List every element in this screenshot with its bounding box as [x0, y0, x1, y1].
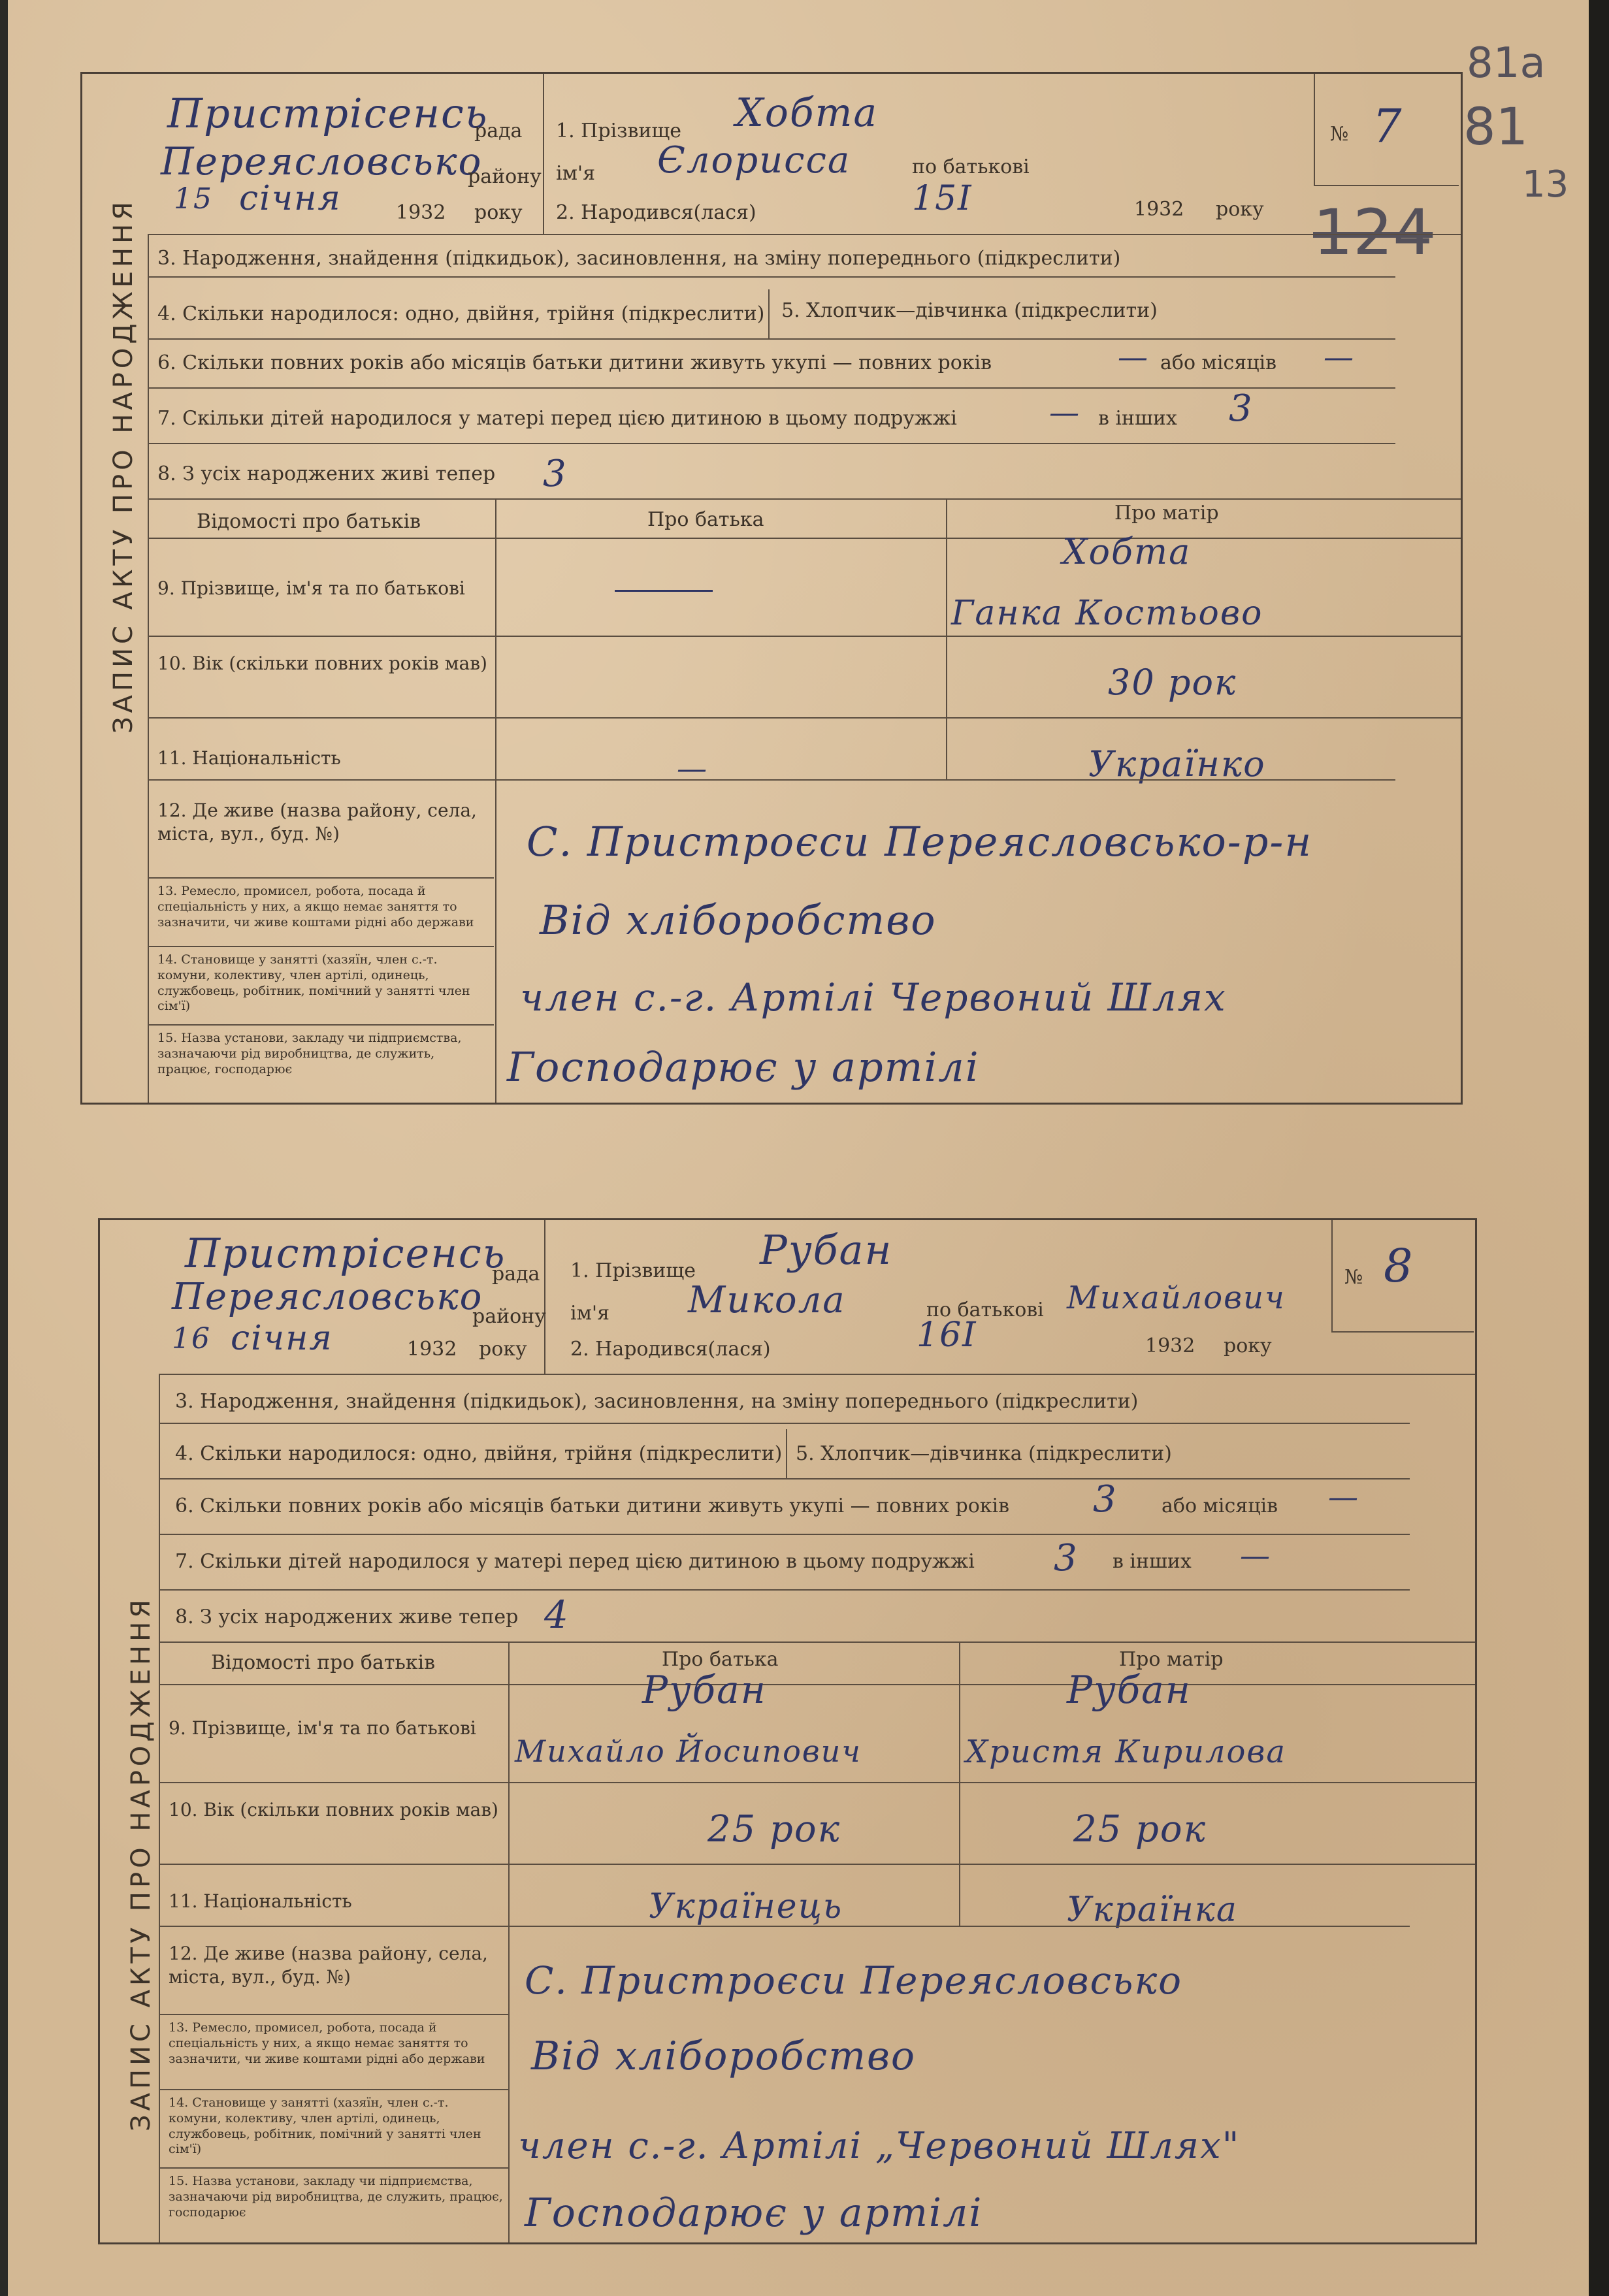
col-info-header: Відомості про батьків: [197, 510, 421, 533]
r12-label: 12. Де живе (назва району, села, міста, вул., буд. №): [169, 1943, 488, 1988]
row-line: [159, 1589, 1410, 1591]
table-line: [148, 779, 1395, 781]
r11-label: 11. Національність: [169, 1890, 352, 1912]
table-line: [159, 2167, 508, 2169]
row-line: [148, 443, 1395, 444]
col-mother-header: Про матір: [1119, 1648, 1224, 1671]
mother-name: Ганка Костьово: [951, 594, 1263, 633]
record-number: 8: [1384, 1239, 1414, 1293]
birth-year: 1932: [1145, 1334, 1195, 1357]
patronymic-label: по батькові: [912, 155, 1030, 178]
row-line: [159, 1423, 1410, 1424]
mother-nationality: Українка: [1067, 1890, 1238, 1930]
together-years: 3: [1093, 1478, 1118, 1521]
table-divider-1: [508, 1641, 510, 2242]
district-name: Переясловсько: [172, 1276, 483, 1318]
mother-surname: Хобта: [1062, 531, 1192, 572]
father-name-dash: [615, 590, 713, 592]
left-margin: [148, 234, 149, 1103]
born-label: 2. Народився(лася): [556, 201, 756, 224]
row-line: [159, 1478, 1410, 1479]
child-surname: Хобта: [736, 90, 879, 136]
mother-age: 30 рок: [1108, 662, 1237, 703]
reg-year: 1932: [407, 1338, 457, 1361]
child-name: Микола: [688, 1279, 846, 1321]
child-surname: Рубан: [760, 1226, 893, 1274]
number-label: №: [1330, 123, 1349, 146]
header-bottom: [159, 1374, 1475, 1375]
number-divider: [1314, 74, 1315, 185]
table-line: [148, 1024, 494, 1026]
row-line: [159, 1534, 1410, 1535]
row5-label: 5. Хлопчик—дівчинка (підкреслити): [796, 1442, 1172, 1465]
residence: С. Пристроєси Переясловсько: [525, 1958, 1183, 2003]
table-line: [159, 1684, 1475, 1685]
archive-number-top: 81а: [1467, 39, 1546, 88]
row3-label: 3. Народження, знайдення (підкидьок), засиновлення, на зміну попереднього (підкреслити): [175, 1390, 1139, 1413]
alive-count: 3: [543, 453, 568, 495]
father-nationality: —: [677, 751, 708, 786]
vertical-title: ЗАПИС АКТУ ПРО НАРОДЖЕННЯ: [108, 198, 138, 734]
table-divider-1: [495, 498, 496, 1103]
row8-label: 8. З усіх народжених живі тепер: [157, 462, 496, 485]
row7b-label: в інших: [1098, 407, 1177, 430]
table-line: [159, 1782, 1475, 1783]
name-label: ім'я: [556, 162, 596, 185]
reg-day: 16: [172, 1322, 211, 1355]
rayonu-label: району: [468, 165, 542, 188]
child-name: Єлорисса: [657, 139, 851, 182]
rayonu-label: району: [472, 1305, 546, 1328]
father-nationality: Українець: [649, 1887, 843, 1926]
work-status: член с.-г. Артілі „Червоний Шлях": [518, 2125, 1241, 2167]
page-edge: [1589, 0, 1609, 2296]
children-this-marriage: 3: [1054, 1537, 1079, 1579]
children-this-marriage: —: [1049, 395, 1081, 430]
col-father-header: Про батька: [662, 1648, 779, 1671]
number-box-bottom: [1331, 1331, 1474, 1333]
together-months: —: [1324, 339, 1355, 374]
row-line: [148, 276, 1395, 278]
header-divider: [543, 74, 544, 234]
born-label: 2. Народився(лася): [570, 1338, 771, 1361]
surname-label: 1. Прізвище: [556, 120, 682, 142]
row-line: [159, 1641, 1475, 1643]
r14-label: 14. Становище у занятті (хазяїн, член с.-т. комуни, колективу, член артілі, одинець, службовець, робітник, помічний у занятті член сім'ї): [157, 952, 470, 1014]
r10-label: 10. Вік (скільки повних років мав): [169, 1799, 498, 1820]
surname-label: 1. Прізвище: [570, 1259, 696, 1282]
roku-label-2: року: [1216, 198, 1264, 221]
birth-month: І: [958, 179, 973, 218]
mother-age: 25 рок: [1073, 1808, 1207, 1851]
council-name: Пристрісенсь: [185, 1229, 506, 1277]
mother-nationality: Українко: [1088, 743, 1266, 784]
together-months: —: [1328, 1479, 1359, 1514]
together-years: —: [1118, 339, 1149, 374]
number-divider: [1331, 1220, 1333, 1331]
birth-record-7: [80, 72, 1463, 1105]
table-line: [159, 2089, 508, 2090]
birth-year: 1932: [1134, 198, 1184, 221]
workplace: Господарює у артілі: [525, 2190, 983, 2236]
row4-label: 4. Скільки народилося: одно, двійня, трійня (підкреслити): [157, 302, 765, 325]
father-surname: Рубан: [642, 1668, 767, 1712]
roku-label: року: [474, 201, 523, 224]
number-label: №: [1344, 1266, 1363, 1289]
birth-record-8: [98, 1218, 1477, 2244]
workplace: Господарює у артілі: [507, 1043, 980, 1091]
district-name: Переясловсько: [161, 139, 483, 184]
residence: С. Пристроєси Переясловсько-р-н: [527, 818, 1313, 865]
col-father-header: Про батька: [647, 508, 764, 531]
occupation: Від хліборобство: [531, 2033, 917, 2079]
roku-label: року: [479, 1338, 527, 1361]
birth-month: І: [962, 1316, 977, 1355]
row-line: [148, 498, 1461, 500]
table-line: [148, 717, 1461, 719]
child-patronymic: Михайлович: [1067, 1280, 1286, 1316]
reg-year: 1932: [396, 201, 446, 224]
children-other: —: [1240, 1538, 1271, 1573]
header-divider: [544, 1220, 545, 1374]
table-line: [159, 1926, 1410, 1927]
r10-label: 10. Вік (скільки повних років мав): [157, 653, 487, 674]
rada-label: рада: [474, 120, 523, 142]
roku-label-2: року: [1224, 1334, 1272, 1357]
r13-label: 13. Ремесло, промисел, робота, посада й спеціальність у них, а якщо немає заняття то зазначити, чи живе коштами рідні або держави: [169, 2020, 485, 2066]
children-other: 3: [1229, 387, 1254, 430]
reg-month: січня: [231, 1319, 333, 1358]
alive-count: 4: [544, 1593, 570, 1637]
row6b-label: або місяців: [1162, 1495, 1278, 1517]
row3-label: 3. Народження, знайдення (підкидьок), засиновлення, на зміну попереднього (підкреслити): [157, 247, 1121, 270]
row-line: [148, 387, 1395, 389]
mother-surname: Рубан: [1067, 1668, 1192, 1712]
patronymic-label: по батькові: [926, 1299, 1044, 1321]
table-line: [148, 636, 1461, 637]
row5-label: 5. Хлопчик—дівчинка (підкреслити): [781, 299, 1158, 322]
name-label: ім'я: [570, 1302, 610, 1325]
father-name: Михайло Йосипович: [515, 1734, 862, 1769]
row7-label: 7. Скільки дітей народилося у матері перед цією дитиною в цьому подружжі: [157, 407, 957, 430]
birth-date: 15: [912, 179, 958, 218]
archive-number: 81: [1463, 98, 1529, 157]
table-line: [148, 877, 494, 879]
row6b-label: або місяців: [1160, 351, 1276, 374]
table-line: [148, 946, 494, 947]
row6-label: 6. Скільки повних років або місяців батьки дитини живуть укупі — повних років: [157, 351, 992, 374]
table-divider-2: [946, 498, 947, 779]
header-bottom: [148, 234, 1461, 235]
row-line: [148, 338, 1395, 340]
r9-label: 9. Прізвище, ім'я та по батькові: [169, 1717, 476, 1739]
row4-divider: [786, 1429, 787, 1478]
table-line: [159, 1864, 1475, 1865]
r15-label: 15. Назва установи, закладу чи підприємства, зазначаючи рід виробництва, де служить, працює, господарює: [157, 1031, 462, 1076]
table-line: [159, 2014, 508, 2015]
archive-subnumber: 13: [1522, 163, 1569, 206]
occupation: Від хліборобство: [540, 896, 937, 944]
number-box-bottom: [1314, 185, 1459, 186]
r12-label: 12. Де живе (назва району, села, міста, вул., буд. №): [157, 800, 477, 845]
work-status: член с.-г. Артілі Червоний Шлях: [520, 975, 1227, 1020]
col-mother-header: Про матір: [1114, 502, 1219, 525]
vertical-title: ЗАПИС АКТУ ПРО НАРОДЖЕННЯ: [126, 1596, 156, 2131]
row4-label: 4. Скільки народилося: одно, двійня, трійня (підкреслити): [175, 1442, 783, 1465]
col-info-header: Відомості про батьків: [211, 1651, 436, 1674]
reg-day: 15: [174, 182, 213, 216]
council-name: Пристрісенсь: [167, 89, 489, 137]
left-margin: [159, 1374, 160, 2242]
r14-label: 14. Становище у занятті (хазяїн, член с.-т. комуни, колективу, член артілі, одинець, службовець, робітник, помічний у занятті член сім'ї): [169, 2095, 481, 2157]
row6-label: 6. Скільки повних років або місяців батьки дитини живуть укупі — повних років: [175, 1495, 1010, 1517]
r15-label: 15. Назва установи, закладу чи підприємства, зазначаючи рід виробництва, де служить, працює, господарює: [169, 2174, 503, 2220]
r11-label: 11. Національність: [157, 747, 341, 769]
row7-label: 7. Скільки дітей народилося у матері перед цією дитиною в цьому подружжі: [175, 1550, 975, 1573]
reg-month: січня: [239, 179, 342, 218]
archive-strike: 124: [1313, 196, 1433, 269]
r9-label: 9. Прізвище, ім'я та по батькові: [157, 577, 465, 599]
row7b-label: в інших: [1113, 1550, 1192, 1573]
birth-date: 16: [917, 1316, 963, 1355]
record-number: 7: [1373, 99, 1403, 153]
table-line: [148, 538, 1461, 539]
father-age: 25 рок: [707, 1808, 841, 1851]
mother-name: Христя Кирилова: [966, 1734, 1286, 1770]
row4-divider: [768, 289, 770, 338]
rada-label: рада: [492, 1263, 540, 1285]
row8-label: 8. З усіх народжених живе тепер: [175, 1606, 519, 1628]
r13-label: 13. Ремесло, промисел, робота, посада й спеціальність у них, а якщо немає заняття то зазначити, чи живе коштами рідні або держави: [157, 884, 474, 930]
